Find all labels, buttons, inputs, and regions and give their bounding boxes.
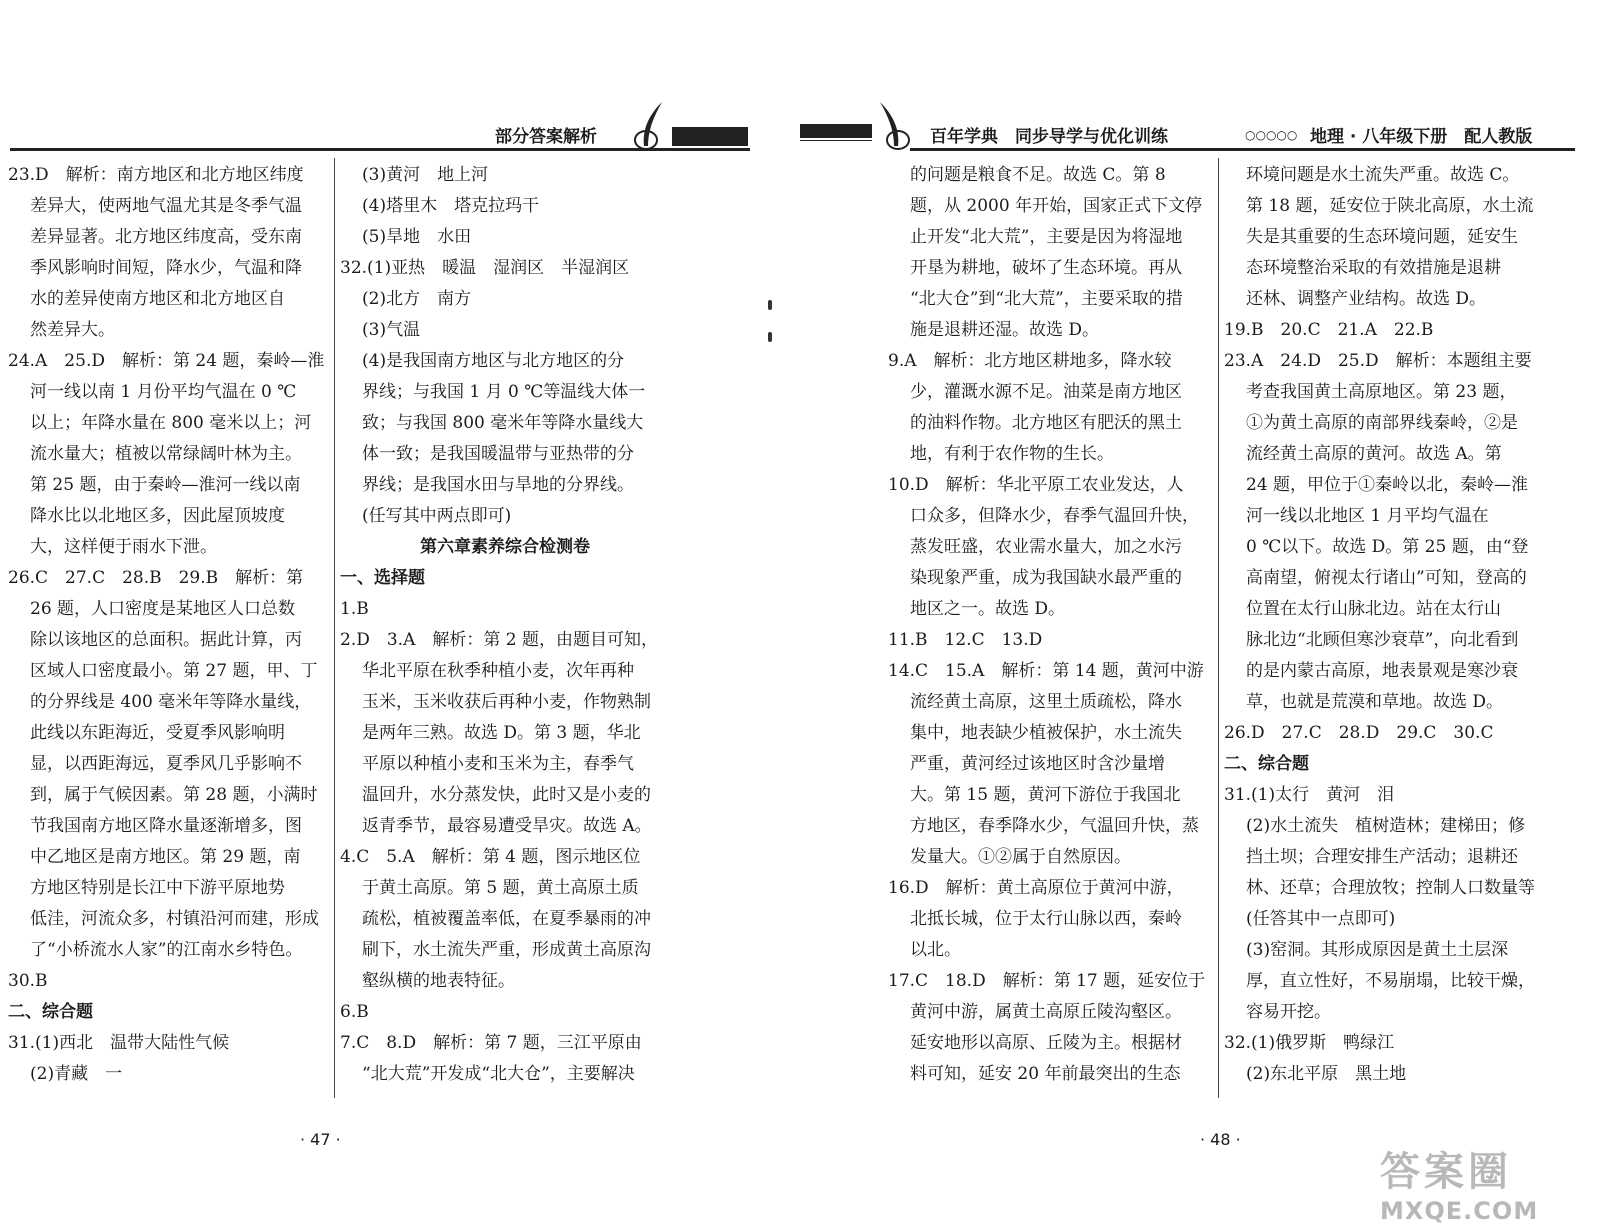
text-line: 返青季节，最容易遭受旱灾。故选 A。 — [362, 816, 652, 836]
watermark-logo — [1380, 1140, 1590, 1225]
text-line: 4.C 5.A 解析：第 4 题，图示地区位 — [340, 847, 641, 867]
header-book-title: 百年学典 同步导学与优化训练 — [930, 127, 1168, 147]
text-line: 温回升，水分蒸发快，此时又是小麦的 — [362, 785, 651, 805]
text-line: 少，灌溉水源不足。油菜是南方地区 — [910, 382, 1182, 402]
text-line: 除以该地区的总面积。据此计算，丙 — [30, 630, 302, 650]
watermark-url: MXQE.COM — [1380, 1197, 1539, 1225]
text-line: 流水量大；植被以常绿阔叶林为主。 — [30, 444, 302, 464]
text-line: 26.C 27.C 28.B 29.B 解析：第 — [8, 568, 304, 588]
text-line: 北抵长城，位于太行山脉以西，秦岭 — [910, 909, 1182, 929]
text-line: 大。第 15 题，黄河下游位于我国北 — [910, 785, 1181, 805]
text-line: 厚，直立性好，不易崩塌，比较干燥， — [1246, 971, 1535, 991]
text-line: 23.A 24.D 25.D 解析：本题组主要 — [1224, 351, 1532, 371]
text-line: 环境问题是水土流失严重。故选 C。 — [1246, 165, 1520, 185]
text-line: “北大荒”开发成“北大仓”，主要解决 — [362, 1064, 635, 1084]
text-line: 以上；年降水量在 800 毫米以上；河 — [30, 413, 312, 433]
column-divider — [1218, 158, 1219, 1098]
text-line: 方地区，春季降水少，气温回升快，蒸 — [910, 816, 1199, 836]
text-line: 止开发“北大荒”，主要是因为将湿地 — [910, 227, 1183, 247]
text-line: 降水比以北地区多，因此屋顶坡度 — [30, 506, 285, 526]
text-line: 差异大，使两地气温尤其是冬季气温 — [30, 196, 302, 216]
text-line: (3)黄河 地上河 — [362, 165, 489, 185]
text-line: 林、还草；合理放牧；控制人口数量等 — [1246, 878, 1535, 898]
text-line: 26.D 27.C 28.D 29.C 30.C — [1224, 723, 1494, 743]
text-line: (4)塔里木 塔克拉玛干 — [362, 196, 540, 216]
page-number: · 48 · — [1200, 1130, 1241, 1149]
right-col-2 — [1224, 160, 1574, 1090]
text-line: (任写其中两点即可) — [362, 506, 512, 526]
text-line: 容易开挖。 — [1246, 1002, 1331, 1022]
header-rule — [910, 148, 1575, 151]
text-line: 致；与我国 800 毫米年等降水量线大 — [362, 413, 644, 433]
header-bar-block — [672, 127, 748, 146]
section-heading: 二、综合题 — [8, 1002, 93, 1022]
text-line: 第 18 题，延安位于陕北高原，水土流 — [1246, 196, 1534, 216]
text-line: 第 25 题，由于秦岭—淮河一线以南 — [30, 475, 301, 495]
text-line: 17.C 18.D 解析：第 17 题，延安位于 — [888, 971, 1206, 991]
text-line: 水的差异使南方地区和北方地区自 — [30, 289, 285, 309]
text-line: 集中，地表缺少植被保护，水土流失 — [910, 723, 1182, 743]
left-col-1 — [8, 160, 328, 1090]
header-bar-block — [800, 124, 872, 138]
text-line: 流经黄土高原的黄河。故选 A。第 — [1246, 444, 1502, 464]
text-line: 挡土坝；合理安排生产活动；退耕还 — [1246, 847, 1518, 867]
header-rule — [10, 148, 750, 151]
header-dots: ○○○○○ — [1245, 128, 1298, 142]
text-line: 19.B 20.C 21.A 22.B — [1224, 320, 1434, 340]
text-line: 态环境整治采取的有效措施是退耕 — [1246, 258, 1501, 278]
quill-pen-icon — [632, 100, 672, 152]
text-line: 低洼，河流众多，村镇沿河而建，形成 — [30, 909, 319, 929]
header-title: 部分答案解析 — [495, 127, 597, 147]
text-line: 严重，黄河经过该地区时含沙量增 — [910, 754, 1165, 774]
text-line: 以北。 — [910, 940, 961, 960]
text-line: 失是其重要的生态环境问题，延安生 — [1246, 227, 1518, 247]
left-page — [0, 0, 800, 1223]
text-line: 的是内蒙古高原，地表景观是寒沙衰 — [1246, 661, 1518, 681]
text-line: 大，这样便于雨水下泄。 — [30, 537, 217, 557]
text-line: 考查我国黄土高原地区。第 23 题， — [1246, 382, 1517, 402]
text-line: 草，也就是荒漠和草地。故选 D。 — [1246, 692, 1504, 712]
text-line: 11.B 12.C 13.D — [888, 630, 1043, 650]
text-line: 24.A 25.D 解析：第 24 题，秦岭—淮 — [8, 351, 325, 371]
text-line: 的问题是粮食不足。故选 C。第 8 — [910, 165, 1166, 185]
text-line: 黄河中游，属黄土高原丘陵沟壑区。 — [910, 1002, 1182, 1022]
text-line: (4)是我国南方地区与北方地区的分 — [362, 351, 625, 371]
text-line: 6.B — [340, 1002, 369, 1022]
text-line: 32.(1)亚热 暖温 湿润区 半湿润区 — [340, 258, 630, 278]
text-line: 方地区特别是长江中下游平原地势 — [30, 878, 285, 898]
text-line: 差异显著。北方地区纬度高，受东南 — [30, 227, 302, 247]
text-line: 体一致；是我国暖温带与亚热带的分 — [362, 444, 634, 464]
binder-mark — [768, 300, 772, 310]
text-line: 位置在太行山脉北边。站在太行山 — [1246, 599, 1501, 619]
text-line: 于黄土高原。第 5 题，黄土高原土质 — [362, 878, 639, 898]
text-line: (3)气温 — [362, 320, 421, 340]
text-line: 了“小桥流水人家”的江南水乡特色。 — [30, 940, 303, 960]
text-line: 到，属于气候因素。第 28 题，小满时 — [30, 785, 318, 805]
left-col-2 — [340, 160, 670, 1090]
header-rule — [800, 140, 872, 141]
text-line: “北大仓”到“北大荒”，主要采取的措 — [910, 289, 1183, 309]
text-line: 还林、调整产业结构。故选 D。 — [1246, 289, 1487, 309]
text-line: 口众多，但降水少，春季气温回升快， — [910, 506, 1199, 526]
text-line: 区域人口密度最小。第 27 题，甲、丁 — [30, 661, 318, 681]
text-line: 华北平原在秋季种植小麦，次年再种 — [362, 661, 634, 681]
text-line: 的分界线是 400 毫米年等降水量线， — [30, 692, 312, 712]
text-line: 高南望，俯视太行诸山”可知，登高的 — [1246, 568, 1527, 588]
text-line: 是两年三熟。故选 D。第 3 题，华北 — [362, 723, 641, 743]
column-divider — [334, 158, 335, 1098]
quill-pen-icon — [874, 100, 914, 152]
chapter-title: 第六章素养综合检测卷 — [420, 537, 590, 557]
text-line: 延安地形以高原、丘陵为主。根据材 — [910, 1033, 1182, 1053]
section-heading: 一、选择题 — [340, 568, 425, 588]
page-number: · 47 · — [300, 1130, 341, 1149]
text-line: (2)青藏 一 — [30, 1064, 123, 1084]
text-line: (5)旱地 水田 — [362, 227, 472, 247]
text-line: 地区之一。故选 D。 — [910, 599, 1066, 619]
text-line: 节我国南方地区降水量逐渐增多，图 — [30, 816, 302, 836]
text-line: 地，有利于农作物的生长。 — [910, 444, 1114, 464]
text-line: 中乙地区是南方地区。第 29 题，南 — [30, 847, 301, 867]
text-line: 10.D 解析：华北平原工农业发达，人 — [888, 475, 1184, 495]
text-line: 蒸发旺盛，农业需水量大，加之水污 — [910, 537, 1182, 557]
text-line: 季风影响时间短，降水少，气温和降 — [30, 258, 302, 278]
header-subject: 地理 · 八年级下册 配人教版 — [1310, 127, 1533, 147]
text-line: 1.B — [340, 599, 369, 619]
text-line: 26 题，人口密度是某地区人口总数 — [30, 599, 296, 619]
text-line: 界线；与我国 1 月 0 ℃等温线大体一 — [362, 382, 646, 402]
text-line: 显，以西距海远，夏季风几乎影响不 — [30, 754, 302, 774]
text-line: 发量大。①②属于自然原因。 — [910, 847, 1131, 867]
text-line: (2)水土流失 植树造林；建梯田；修 — [1246, 816, 1526, 836]
text-line: 然差异大。 — [30, 320, 115, 340]
text-line: 23.D 解析：南方地区和北方地区纬度 — [8, 165, 304, 185]
text-line: 玉米，玉米收获后再种小麦，作物熟制 — [362, 692, 651, 712]
text-line: 31.(1)太行 黄河 泪 — [1224, 785, 1395, 805]
text-line: (2)北方 南方 — [362, 289, 472, 309]
text-line: 31.(1)西北 温带大陆性气候 — [8, 1033, 230, 1053]
text-line: 河一线以北地区 1 月平均气温在 — [1246, 506, 1489, 526]
binder-mark — [768, 332, 772, 342]
text-line: 7.C 8.D 解析：第 7 题，三江平原由 — [340, 1033, 642, 1053]
text-line: 30.B — [8, 971, 48, 991]
text-line: 界线；是我国水田与旱地的分界线。 — [362, 475, 634, 495]
text-line: 0 ℃以下。故选 D。第 25 题，由“登 — [1246, 537, 1529, 557]
text-line: 河一线以南 1 月份平均气温在 0 ℃ — [30, 382, 297, 402]
text-line: 平原以种植小麦和玉米为主，春季气 — [362, 754, 634, 774]
text-line: 施是退耕还湿。故选 D。 — [910, 320, 1100, 340]
text-line: (任答其中一点即可) — [1246, 909, 1396, 929]
text-line: (3)窑洞。其形成原因是黄土土层深 — [1246, 940, 1509, 960]
text-line: 32.(1)俄罗斯 鸭绿江 — [1224, 1033, 1395, 1053]
text-line: 脉北边“北顾但寒沙衰草”，向北看到 — [1246, 630, 1519, 650]
text-line: ①为黄土高原的南部界线秦岭，②是 — [1246, 413, 1518, 433]
right-page — [800, 0, 1600, 1223]
text-line: (2)东北平原 黑土地 — [1246, 1064, 1407, 1084]
text-line: 开垦为耕地，破坏了生态环境。再从 — [910, 258, 1182, 278]
text-line: 壑纵横的地表特征。 — [362, 971, 515, 991]
text-line: 16.D 解析：黄土高原位于黄河中游， — [888, 878, 1184, 898]
section-heading: 二、综合题 — [1224, 754, 1309, 774]
text-line: 2.D 3.A 解析：第 2 题，由题目可知， — [340, 630, 658, 650]
text-line: 染现象严重，成为我国缺水最严重的 — [910, 568, 1182, 588]
text-line: 此线以东距海近，受夏季风影响明 — [30, 723, 285, 743]
text-line: 料可知，延安 20 年前最突出的生态 — [910, 1064, 1181, 1084]
text-line: 24 题，甲位于①秦岭以北，秦岭—淮 — [1246, 475, 1529, 495]
text-line: 刷下，水土流失严重，形成黄土高原沟 — [362, 940, 651, 960]
text-line: 流经黄土高原，这里土质疏松，降水 — [910, 692, 1182, 712]
text-line: 14.C 15.A 解析：第 14 题，黄河中游 — [888, 661, 1204, 681]
right-col-1 — [888, 160, 1218, 1090]
text-line: 题，从 2000 年开始，国家正式下文停 — [910, 196, 1203, 216]
text-line: 的油料作物。北方地区有肥沃的黑土 — [910, 413, 1182, 433]
text-line: 疏松，植被覆盖率低，在夏季暴雨的冲 — [362, 909, 651, 929]
text-line: 9.A 解析：北方地区耕地多，降水较 — [888, 351, 1172, 371]
watermark-text: 答案圈 — [1380, 1149, 1512, 1195]
